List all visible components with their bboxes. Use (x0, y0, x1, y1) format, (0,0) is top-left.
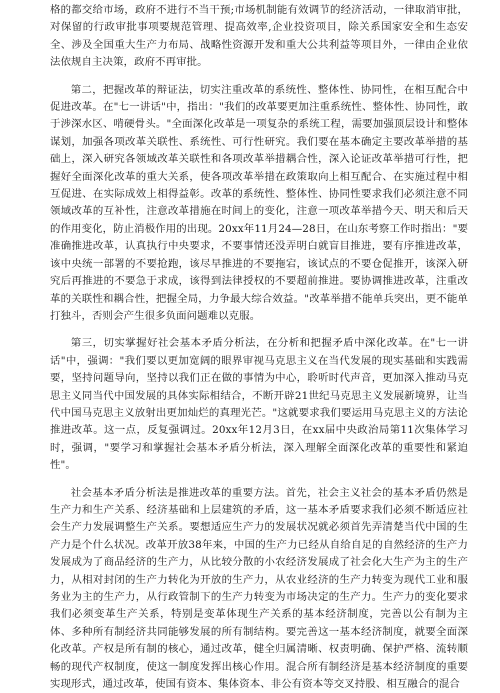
paragraph-2: 第二，把握改革的辩证法，切实注重改革的系统性、整体性、协同性，在相互配合中促进改革。在"七一讲话"中，指出："我们的改革要更加注重系统性、整体性、协同性，敢于涉深水区、啃硬骨头。"全面深化改革是一项复杂的系统工程，需要加强顶层设计和整体谋划，加强各项改革关联性、系统性、可行性研究。我们要在基本确定主要改革举措的基础上，深入研究各领域改革关联性和各项改革举措耦合性，深入论证改革举措可行性，把握好全面深化改革的重大关系，使各项改革举措在政策取向上相互配合、在实施过程中相互促进、在实际成效上相得益彰。改革的系统性、整体性、协同性要求我们必须注意不同领域改革的互补性，注意改革措施在时间上的变化，注意一项改革举措今天、明天和后天的作用变化，防止消极作用的出现。20xx年11月24—28日，在山东考察工作时指出："要准确推进改革，认真执行中央要求，不要事情还没弄明白就盲目推进，要有序推进改革，该中央统一部署的不要抢跑，该尽早推进的不要拖宕，该试点的不要仓促推开，该深入研究后再推进的不要急于求成，该得到法律授权的不要超前推进。要协调推进改革，注重改革的关联性和耦合性，把握全局，力争最大综合效益。"改革举措不能单兵突出，更不能单打独斗，否则会产生很多负面问题难以克服。 (50, 83, 468, 322)
paragraph-4: 社会基本矛盾分析法是推进改革的重要方法。首先，社会主义社会的基本矛盾仍然是生产力和生产关系、经济基础和上层建筑的矛盾，这一基本矛盾要求我们必须不断适应社会生产力发展调整生产关系。要想适应生产力的发展状况就必须首先弄清楚当代中国的生产力是个什么状况。改革开放38年来，中国的生产力已经从自给自足的自然经济的生产力发展成为了商品经济的生产力，从比较分散的小农经济发展成了社会化大生产为主的生产力，从相对封闭的生产力转化为开放的生产力，从农业经济的生产力转变为现代工业和服务业为主的生产力，从行政管制下的生产力转变为市场决定的生产力。生产力的变化要求我们必须变革生产关系，特别是变革体现生产关系的基本经济制度，完善以公有制为主体、多种所有制经济共同能够发展的所有制结构。要完善这一基本经济制度，就要全面深化改革。产权是所有制的核心，通过改革，健全归属清晰、权责明确、保护严格、流转顺畅的现代产权制度，使这一制度发挥出核心作用。混合所有制经济是基本经济制度的重要实现形式，通过改革，使国有资本、集体资本、非公有资本等交叉持股、相互融合的混合 (50, 486, 468, 691)
paragraph-3: 第三，切实掌握好社会基本矛盾分析法，在分析和把握矛盾中深化改革。在"七一讲话"中，强调："我们要以更加宽阔的眼界审视马克思主义在当代发展的现实基础和实践需要，坚持问题导向，坚持以我们正在做的事情为中心，聆听时代声音，更加深入推动马克思主义同当代中国发展的具体实际相结合，不断开辟21世纪马克思主义发展新境界，让当代中国马克思主义放射出更加灿烂的真理光芒。"这就要求我们要运用马克思主义的方法论推进改革。这一点，反复强调过。20xx年12月3日，在xx届中央政治局第11次集体学习时，强调，"要学习和掌握社会基本矛盾分析法，深入理解全面深化改革的重要性和紧迫性"。 (50, 337, 468, 472)
paragraph-1: 格的都交给市场，政府不进行不当干预;市场机制能有效调节的经济活动，一律取消审批，对保留的行政审批事项要规范管理、提高效率,企业投资项目，除关系国家安全和生态安全、涉及全国重大生产力布局、战略性资源开发和重大公共利益等项目外，一律由企业依法依规自主决策，政府不再审批。 (50, 4, 468, 69)
